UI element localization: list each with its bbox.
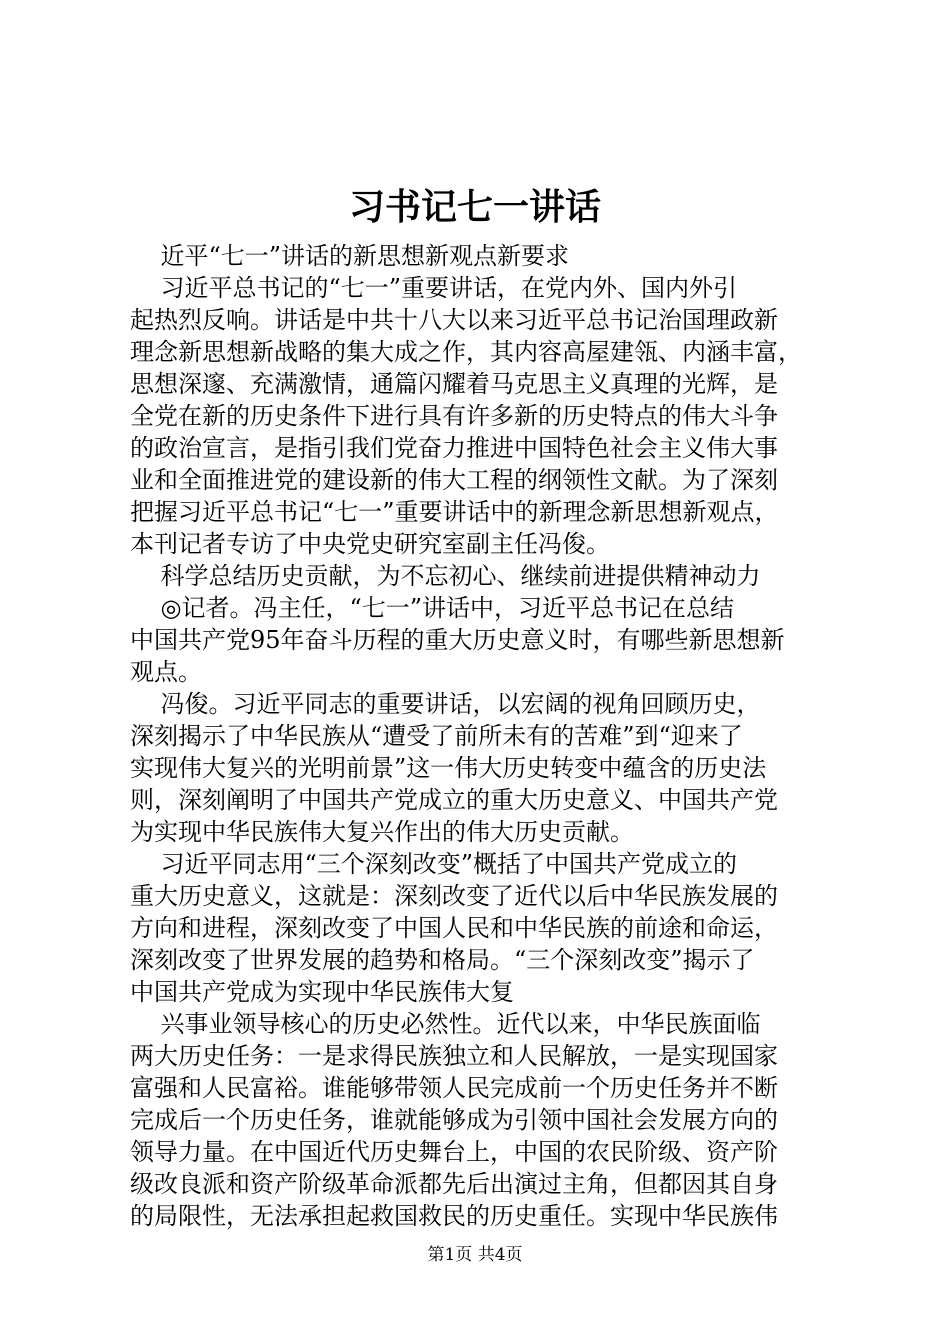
body-text-line: 完成后一个历史任务，谁就能够成为引领中国社会发展方向的 [130, 1106, 778, 1134]
body-text-line: 为实现中华民族伟大复兴作出的伟大历史贡献。 [130, 818, 634, 846]
body-text-line: 深刻揭示了中华民族从“遭受了前所未有的苦难”到“迎来了 [130, 722, 743, 750]
body-text-line: 两大历史任务：一是求得民族独立和人民解放，一是实现国家 [130, 1042, 778, 1070]
document-body [130, 240, 830, 1232]
body-text-line: 科学总结历史贡献，为不忘初心、继续前进提供精神动力 [130, 562, 761, 590]
body-text-line: 深刻改变了世界发展的趋势和格局。“三个深刻改变”揭示了 [130, 946, 755, 974]
body-text-line: 业和全面推进党的建设新的伟大工程的纲领性文献。为了深刻 [130, 466, 778, 494]
body-text-line: 观点。 [130, 658, 202, 686]
body-text-line: 起热烈反响。讲话是中共十八大以来习近平总书记治国理政新 [130, 306, 778, 334]
body-text-line: 近平“七一”讲话的新思想新观点新要求 [130, 242, 570, 270]
body-text-line: 兴事业领导核心的历史必然性。近代以来，中华民族面临 [130, 1010, 761, 1038]
body-text-line: 思想深邃、充满激情，通篇闪耀着马克思主义真理的光辉，是 [130, 370, 778, 398]
body-text-line: 全党在新的历史条件下进行具有许多新的历史特点的伟大斗争 [130, 402, 778, 430]
page-footer: 第1页 共4页 [427, 1245, 523, 1265]
body-text-line: 本刊记者专访了中央党史研究室副主任冯俊。 [130, 530, 610, 558]
body-text-line: 富强和人民富裕。谁能够带领人民完成前一个历史任务并不断 [130, 1074, 778, 1102]
body-text-line: 中国共产党95年奋斗历程的重大历史意义时，有哪些新思想新 [130, 626, 785, 654]
body-text-line: 方向和进程，深刻改变了中国人民和中华民族的前途和命运， [130, 914, 778, 942]
document-title: 习书记七一讲话 [348, 186, 601, 228]
body-text-line: 级改良派和资产阶级革命派都先后出演过主角，但都因其自身 [130, 1170, 778, 1198]
body-text-line: 的局限性，无法承担起救国救民的历史重任。实现中华民族伟 [130, 1202, 778, 1230]
body-text-line: 实现伟大复兴的光明前景”这一伟大历史转变中蕴含的历史法 [130, 754, 767, 782]
body-text-line: 中国共产党成为实现中华民族伟大复 [130, 978, 514, 1006]
body-text-line: 理念新思想新战略的集大成之作，其内容高屋建瓴、内涵丰富， [130, 338, 802, 366]
body-text-line: 则，深刻阐明了中国共产党成立的重大历史意义、中国共产党 [130, 786, 778, 814]
body-text-line: 重大历史意义，这就是：深刻改变了近代以后中华民族发展的 [130, 882, 778, 910]
body-text-line: 领导力量。在中国近代历史舞台上，中国的农民阶级、资产阶 [130, 1138, 778, 1166]
body-text-line: 习近平同志用“三个深刻改变”概括了中国共产党成立的 [130, 850, 738, 878]
body-text-line: 的政治宣言，是指引我们党奋力推进中国特色社会主义伟大事 [130, 434, 778, 462]
body-text-line: 冯俊。习近平同志的重要讲话，以宏阔的视角回顾历史， [130, 690, 761, 718]
body-text-line: ◎记者。冯主任，“七一”讲话中，习近平总书记在总结 [130, 594, 734, 622]
body-text-line: 习近平总书记的“七一”重要讲话，在党内外、国内外引 [130, 274, 738, 302]
body-text-line: 把握习近平总书记“七一”重要讲话中的新理念新思想新观点， [130, 498, 779, 526]
